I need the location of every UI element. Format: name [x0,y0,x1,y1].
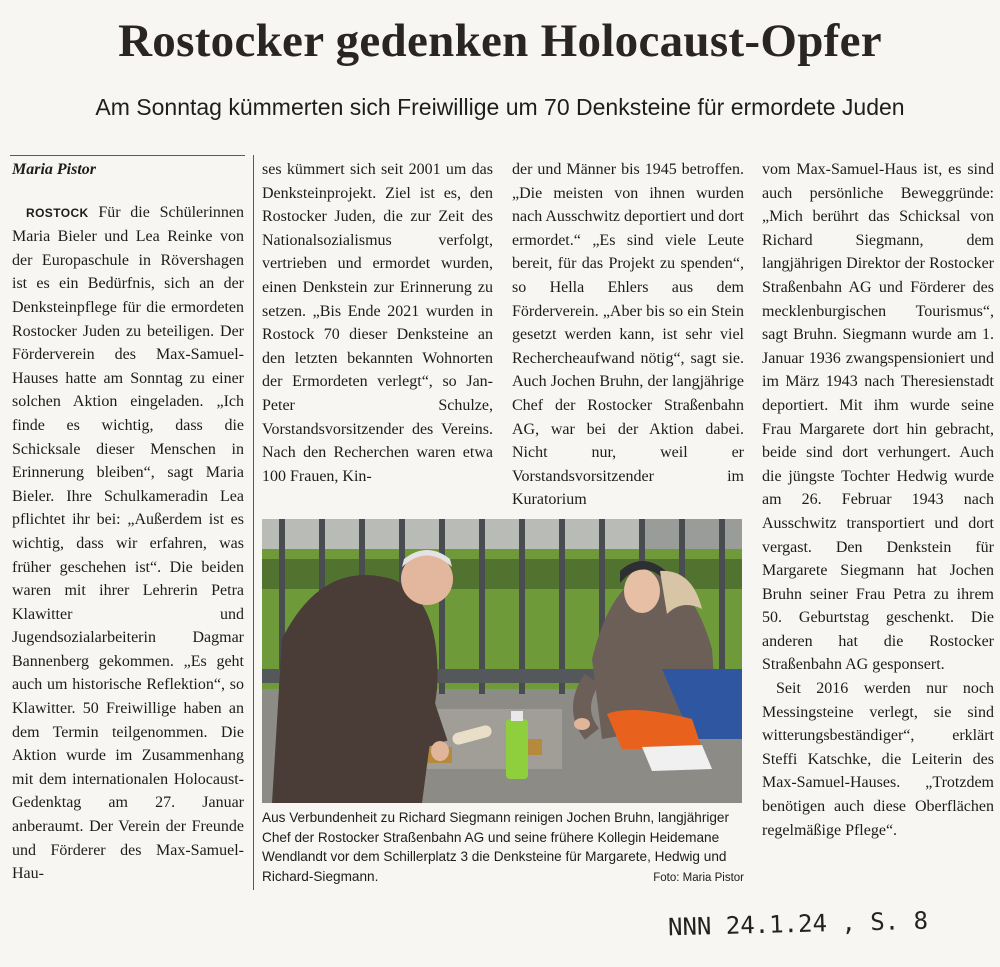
column-1-text: Für die Schülerinnen Maria Bieler und Lea Reinke von der Europaschule in Rövershagen ist es ein Bedürfnis, sich an der Denksteinpflege für die ermordeten Rostocker Juden zu beteiligen. Der Förderverein des Max-Samuel-Hauses hatte am Sonntag zu einer solchen Aktion eingeladen. „Ich finde es wichtig, dass die Schicksale dieser Menschen in Erinnerung bleiben“, sagt Maria Bieler. Ihre Schulkameradin Lea pflichtet ihr bei: „Außerdem ist es wichtig, dass wir erfahren, was früher geschehen ist“. Die beiden waren mit ihrer Lehrerin Petra Klawitter und Jugendsozialarbeiterin Dagmar Bannenberg gekommen. „Es geht auch um historische Reflektion“, so Klawitter. 50 Freiwillige haben an dem Termin teilgenommen. Die Aktion wurde im Zusammenhang mit dem internationalen Holocaust-Gedenktag am 27. Januar anberaumt. Der Verein der Freunde und Förderer des Max-Samuel-Hau- [12,203,244,883]
article-photo [262,519,742,803]
article-column-1 [12,158,244,886]
column-divider [253,155,254,890]
dateline: ROSTOCK [26,205,89,220]
column-3-text: der und Männer bis 1945 betroffen. „Die meisten von ihnen wurden nach Ausschwitz deportiert und dort ermordet.“ „Es sind viele Leute bereit, für das Projekt zu spenden“, so Hella Ehlers aus dem Förderverein. „Aber bis so ein Stein gesetzt werden kann, ist sehr viel Rechercheaufwand nötig“, sagt sie. Auch Jochen Bruhn, der langjährige Chef der Rostocker Straßenbahn AG, war bei der Aktion dabei. Nicht nur, weil er Vorstandsvorsitzender im Kuratorium [512,161,744,509]
author-byline: Maria Pistor [12,161,97,178]
photo-credit: Foto: Maria Pistor [653,871,744,884]
byline-rule [10,155,245,156]
article-column-3 [512,158,744,512]
article-column-4 [762,158,994,842]
handwritten-source-note: NNN 24.1.24 , S. 8 [667,906,929,942]
column-4-paragraph-2: Seit 2016 werden nur noch Messingsteine verlegt, sie sind witterungsbeständiger“, erklärt Steffi Katschke, die Leiterin des Max-Samuel-Hauses. „Trotzdem benötigen auch diese Oberflächen regelmäßige Pflege“. [762,680,994,839]
column-4-paragraph-1: vom Max-Samuel-Haus ist, es sind auch persönliche Beweggründe: „Mich berührt das Schicksal von Richard Siegmann, dem langjährigen Direktor der Rostocker Straßenbahn AG und Förderer des mecklenburgischen Tourismus“, sagt Bruhn. Siegmann wurde am 1. Januar 1936 zwangspensioniert und im März 1943 nach Theresienstadt deportiert. Mit ihm wurde seine Frau Margarete dort hin gebracht, beide sind dort verhungert. Auch die jüngste Tochter Hedwig wurde am 26. Februar 1943 nach Ausschwitz transportiert und dort vergast. Den Denkstein für Margarete Siegmann hat Jochen Bruhn seiner Frau Petra zu ihrem 50. Geburtstag geschenkt. Die anderen hat die Rostocker Straßenbahn AG gesponsert. [762,161,994,674]
caption-text: Aus Verbundenheit zu Richard Siegmann reinigen Jochen Bruhn, langjähriger Chef der Rostocker Straßenbahn AG und seine frühere Kollegin Heidemane Wendlandt vor dem Schillerplatz 3 die Denksteine für Margarete, Hedwig und Richard-Siegmann. [262,810,730,884]
photo-caption [262,808,744,888]
column-2-text: ses kümmert sich seit 2001 um das Denksteinprojekt. Ziel ist es, den Rostocker Juden, die zur Zeit des Nationalsozialismus verfolgt, vertrieben und ermordet wurden, einen Denkstein zur Erinnerung zu setzen. „Bis Ende 2021 wurden in Rostock 70 dieser Denksteine an den letzten bekannten Wohnorten der Ermordeten verlegt“, so Jan-Peter Schulze, Vorstandsvorsitzender des Vereins. Nach den Recherchen waren etwa 100 Frauen, Kin- [262,161,493,485]
headline: Rostocker gedenken Holocaust-Opfer [118,15,882,67]
article-column-2 [262,158,493,488]
subheadline: Am Sonntag kümmerten sich Freiwillige um 70 Denksteine für ermordete Juden [95,94,905,120]
